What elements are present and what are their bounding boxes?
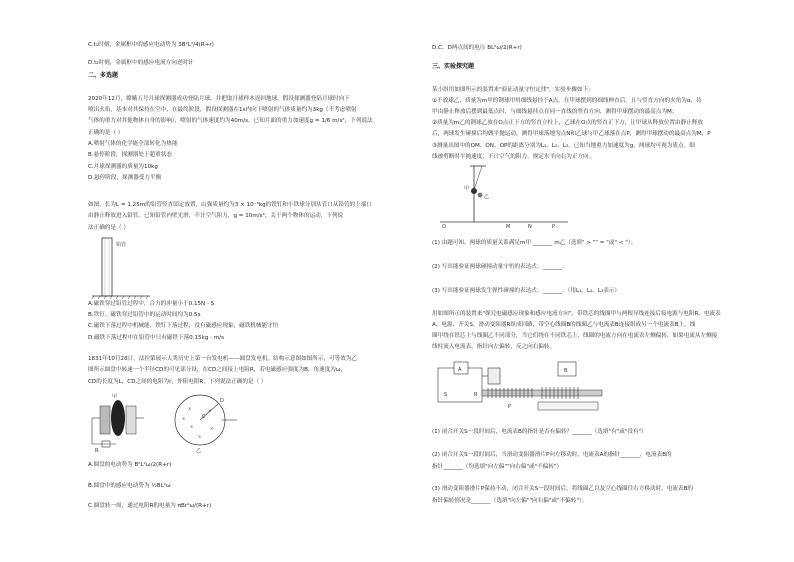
right-column (432, 0, 762, 562)
prev-option-c: C.t₁时刻，金属框中的感应电动势为 3B²L²/4(R+r) (88, 42, 214, 48)
q2-option-a: A.磁铁穿过铅管过程中，合力的冲量小于0.15N · S (88, 301, 215, 307)
q2-option-d: D.磁铁下落过程中在铅管中只有磁铁下落0.15kg · m/s (88, 335, 225, 341)
svg-text:×: × (190, 424, 194, 429)
q4-sub-1: (1) 由题可知，两球的质量关系满足m甲 _______ m乙（选填" > "" = "或" < "）； (432, 240, 637, 246)
fig5-label-p: P (508, 404, 512, 410)
section-heading-multiple-choice: 二、多选题 (88, 72, 119, 79)
q2-line-3: 法正确的是（ ） (88, 225, 129, 231)
q1-line-3: 气体的重力对其他物体自身的影响），喷射的气体速度约为40m/s，已知月面的重力加速度g = 1/6 m/s²，下列说法 (88, 118, 373, 124)
fig3-label-d: D (220, 398, 224, 404)
q5-line-4: 线柱流入电流表，指针向左偏转，反之向右偏转。 (432, 344, 556, 350)
prev-option-d: D.t₂时刻，金属框中的感应电流方向逆时针 (88, 60, 194, 66)
q4-line-2: ①不放球乙，质量为m甲的钢球甲用细线悬挂于A点，在甲球摆到的细线伸直后，且与竖直方向的夹角为α，待 (432, 98, 702, 104)
q2-line-1: 如图，长为L = 1.25m的铅管竖直固定放置，山强质量约为3 × 10⁻³kg的铁钉和小铁球分别从管口从铅管的上端口 (88, 202, 372, 208)
lead-pipe-figure (92, 234, 152, 300)
collision-apparatus-figure (440, 164, 570, 230)
q3-line-3: CD的长度为L，CD之间的电阻为r，外阻电阻R，下列说法正确的是（ ） (88, 379, 267, 385)
q4-line-5: 后，两球发生碰撞后均做平抛运动，测得甲球落地为点N和乙球与甲乙球落在点P，测得甲球摆动的最高点为M，P (432, 131, 711, 137)
q4-line-1: 某小组用如图所示的装置来"验证动量守恒定律"，实验步骤如下： (432, 87, 594, 93)
q1-option-a: A.喷射气体的化学能全部转化为热能 (88, 141, 178, 147)
q1-line-2: 喷出火焰，基本对其保持在空中，在最终阶段，假设探测器在1s内向下喷射的气体质量约为3kg（不考虑喷射 (88, 107, 357, 113)
fig3-label-c: C (202, 414, 206, 420)
svg-text:×: × (182, 416, 186, 421)
fig4-label-yi: 乙 (484, 194, 490, 200)
fig5-label-r: R (474, 392, 478, 398)
q3-option-b: B.圆盘中的感应电动势为 ½BL²ω (88, 483, 171, 489)
prev-option-d-right: D.C、D两点间的电压 BL²ω/2(R+r) (432, 45, 522, 51)
q2-line-2: 由静止释放进入铅管。已知铅管内壁光滑，不计空气阻力，g = 10m/s²，关于两个物体的运动，下列说 (88, 213, 344, 219)
fig4-label-jia: 甲 (464, 186, 470, 192)
q1-option-b: B.悬停阶段，探测器处于超重状态 (88, 152, 172, 158)
q2-option-b: B.铁钉、磁铁穿过铅管中的运动时间均为0.5s (88, 312, 201, 318)
fig4-label-p: P (552, 224, 556, 230)
q5-sub-1: (1) 闭合开关S一段时间后，电流表B的指针是否有偏转？_______（选填"有"或"没有"） (432, 429, 647, 435)
q2-option-c: C.磁铁下落过程中机械能，铁钉下落过程，没有磁感应现象，磁铁机械能守恒 (88, 323, 279, 329)
q1-option-c: C.月球探测器的质量为10kg (88, 164, 158, 170)
q5-sub-4: (3) 滑动变阻器滑片P保持不动，闭合开关S一段时间后，将线圈乙以及空心线圈往右方移动时，电流表B的 (432, 486, 693, 492)
q3-line-1: 1831年10月28日，法拉第展示人类历史上第一台发电机——圆盘发电机。结构示意图如图所示，可等效为乙 (88, 356, 358, 362)
q3-line-2: 图所示圆盘中转速一个半径CD的可见部分设，在CD之间接上电阻R，若电磁感应强度为B，角速度为ω， (88, 367, 347, 373)
svg-text:×: × (198, 434, 202, 439)
q5-sub-2: (2) 闭合开关S一段时间后，当滑动变阻器滑片P向左移动时，电流表A的指针_______，电流表B的 (432, 452, 672, 458)
fig4-label-m: M (506, 224, 511, 230)
pipe-label: 铅管 (116, 242, 127, 248)
q5-line-1: 用如图所示的装置来"探究电磁感应现象和感应电流方向"，带铁芯的线圈甲与两根导线连接后接电源与电阻R、电流表 (432, 311, 721, 317)
induction-apparatus-figure (438, 356, 608, 416)
fig5-label-s: S (444, 392, 448, 398)
fig5-label-b: B (564, 368, 568, 374)
q1-line-4: 正确的是（ ） (88, 130, 124, 136)
fig3-label-yi: 乙 (196, 448, 202, 454)
svg-text:×: × (188, 406, 192, 411)
q5-line-2: A、电源、开关S，滑动变阻器R组成回路，带空心线圈B的线圈乙与电流表B连接组成另一个电流表B上，线 (432, 322, 696, 328)
section-heading-experiments: 三、实验探究题 (432, 63, 475, 70)
fig3-resistor-label: R (95, 448, 99, 454)
q4-sub-2: (2) 写出能验证两球碰撞动量守恒的表达式：_______。 (432, 264, 568, 270)
q4-sub-3: (3) 写出能验证两球发生弹性碰撞的表达式：_______。（用L₁、L₂、L₃表示） (432, 288, 620, 294)
q5-sub-3: 指针_______（均选填"向左偏""向右偏"或"不偏转"） (432, 464, 563, 470)
q1-option-d: D.悬停阶段，探测器受力平衡 (88, 175, 162, 181)
q4-line-4: ②质量为m乙的钢球乙放在O点正下方的竖直立柱上，乙球在O点的竖直正下方，让甲球从释放位置由静止释放 (432, 120, 703, 126)
left-column (88, 0, 414, 562)
svg-text:×: × (208, 408, 212, 413)
fig3-label-jia: 甲 (112, 394, 118, 400)
q3-option-a: A.圆盘的电动势为 B²L²ω/2(R+r) (88, 462, 172, 468)
q1-line-1: 2020年12月，嫦娥五号月球探测器成功登陆月球，并把取月球样本返回地球，假设探测器登陆月球时向下 (88, 96, 350, 102)
q4-line-6: ③测量出图中的OM、ON、OP的距离分别为L₁、L₂、L₃。已知当地重力加速度为g，两球均可视为质点。细 (432, 143, 695, 149)
q4-line-7: 线被剪断时平抛速度，不计空气的阻力，规定水平向右为正方向。 (432, 154, 595, 160)
q5-line-3: 圈甲绕在铁芯上与线圈乙不同部分，当它们绕在不同铁芯上，线圈的电流方向在电流表左侧偏转，如果电流从左侧接 (432, 333, 718, 339)
q4-line-3: 甲由静止释放后摆到最低点时，与细线悬挂点在同一直线的竖直方向，测得甲球摆动的最高点为M； (432, 109, 678, 115)
fig5-label-a: A (458, 367, 462, 373)
q5-sub-5: 指针偏转情况是_______（选填"向左偏""向右偏"或"不偏转"）。 (432, 498, 588, 504)
disc-generator-figure (92, 390, 242, 454)
svg-text:×: × (210, 426, 214, 431)
fig4-label-o: O (442, 224, 446, 230)
fig4-label-n: N (528, 224, 532, 230)
q3-option-c: C.圆盘转一周，通过电阻R的电量为 πBr²ω/(R+r) (88, 503, 212, 509)
